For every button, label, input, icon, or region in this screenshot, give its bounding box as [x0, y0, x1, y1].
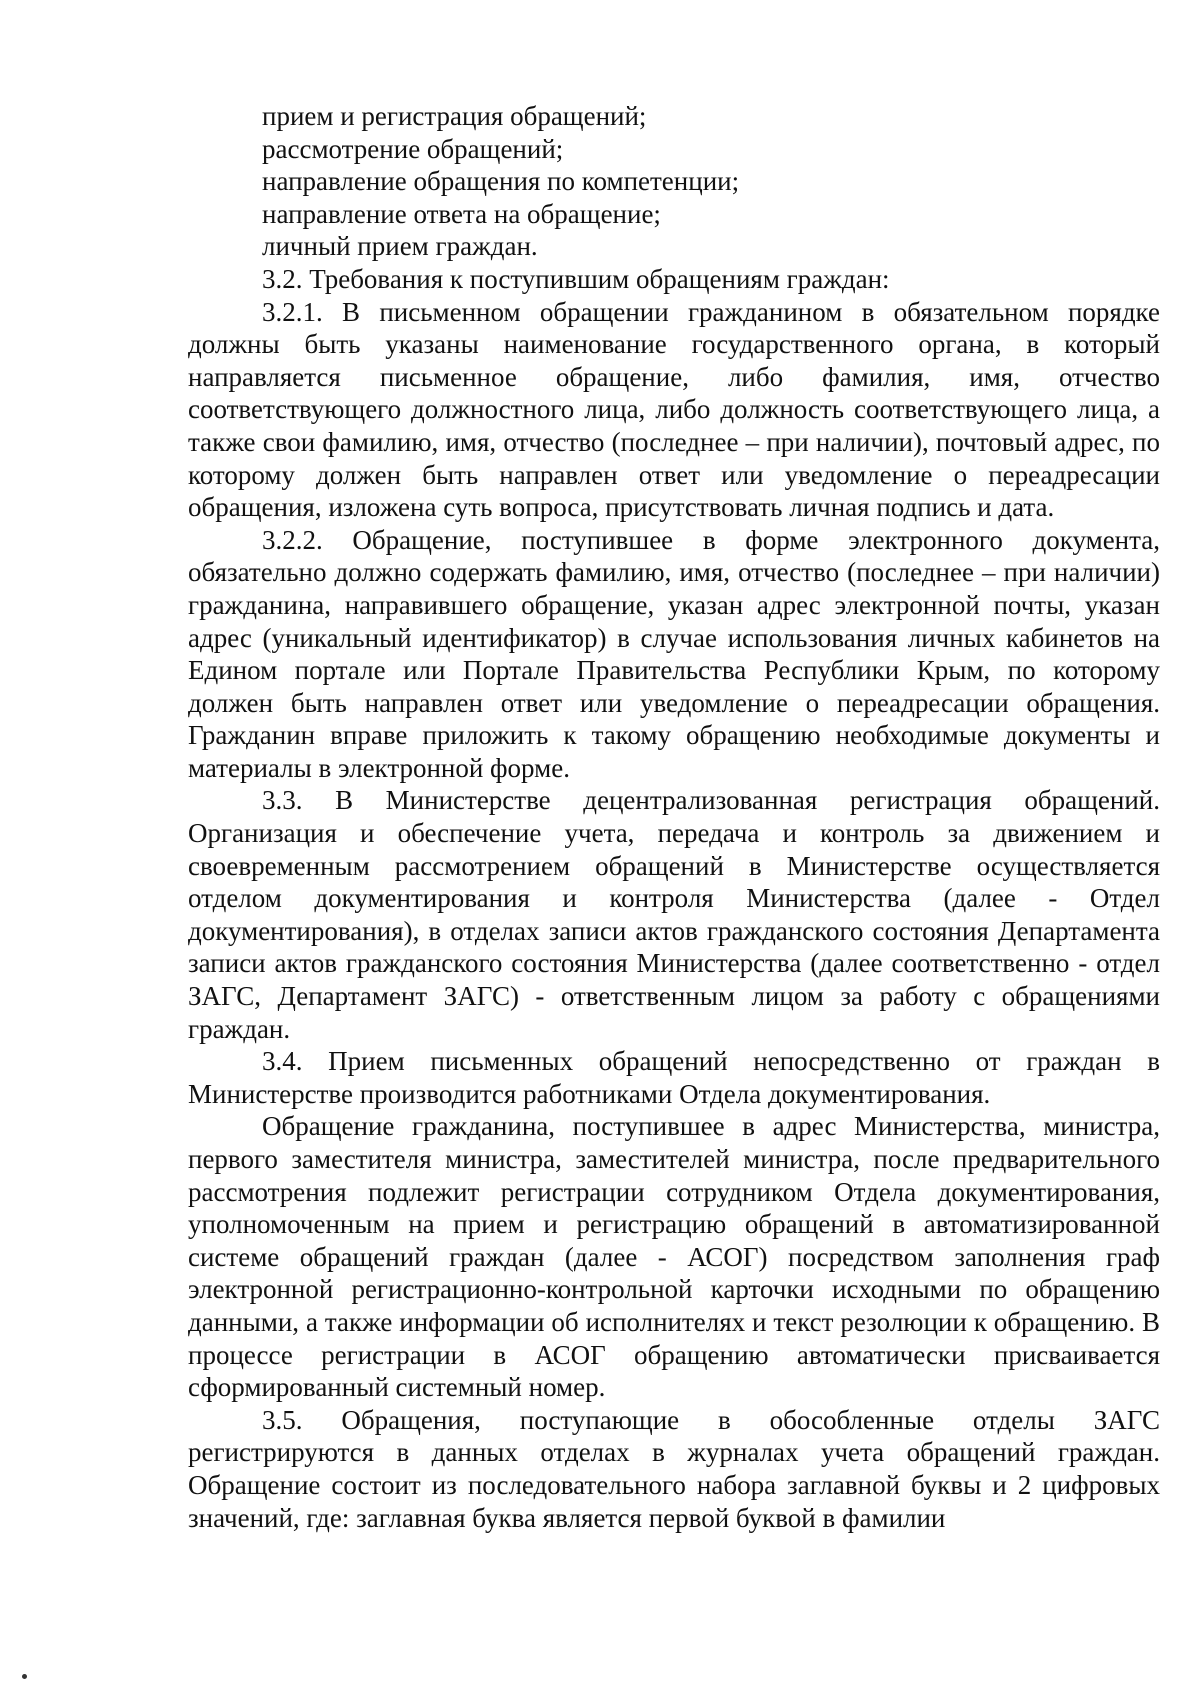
list-item: направление ответа на обращение;: [262, 198, 661, 229]
paragraph-3-2: 3.2. Требования к поступившим обращениям граждан:: [262, 263, 890, 294]
list-item: направление обращения по компетенции;: [262, 166, 740, 197]
paragraph-3-5: 3.5. Обращения, поступающие в обособленные отделы ЗАГС регистрируются в данных отделах в журналах учета обращений граждан. Обращение состоит из последовательного набора заглавной буквы и 2 цифровых значений, где: заглавная буква является первой буквой в фамилии: [188, 1404, 1160, 1533]
list-item: прием и регистрация обращений;: [262, 101, 647, 131]
list-item: личный прием граждан.: [262, 231, 538, 262]
scan-artifact: [22, 1674, 27, 1679]
list-item: рассмотрение обращений;: [262, 133, 564, 164]
paragraph-3-4: 3.4. Прием письменных обращений непосредственно от граждан в Министерстве производится работниками Отдела документирования.: [188, 1046, 1160, 1109]
paragraph-registration: Обращение гражданина, поступившее в адрес Министерства, министра, первого заместителя министра, заместителей министра, после предварительного рассмотрения подлежит регистрации сотрудником Отдела документирования, уполномоченным на прием и регистрацию обращений в автоматизированной системе обращений граждан (далее - АСОГ) посредством заполнения граф электронной регистрационно-контрольной карточки исходными по обращению данными, а также информации об исполнителях и текст резолюции к обращению. В процессе регистрации в АСОГ обращению автоматически присваивается сформированный системный номер.: [188, 1111, 1160, 1403]
paragraph-3-2-1: 3.2.1. В письменном обращении гражданином в обязательном порядке должны быть указаны наименование государственного органа, в который направляется письменное обращение, либо фамилия, имя, отчество соответствующего должностного лица, либо должность соответствующего лица, а также свои фамилию, имя, отчество (последнее – при наличии), почтовый адрес, по которому должен быть направлен ответ или уведомление о переадресации обращения, изложена суть вопроса, присутствовать личная подпись и дата.: [188, 296, 1160, 523]
document-body: [188, 100, 1160, 1534]
paragraph-3-3: 3.3. В Министерстве децентрализованная регистрация обращений. Организация и обеспечение учета, передача и контроль за движением и своевременным рассмотрением обращений в Министерстве осуществляется отделом документирования и контроля Министерства (далее - Отдел документирования), в отделах записи актов гражданского состояния Департамента записи актов гражданского состояния Министерства (далее соответственно - отдел ЗАГС, Департамент ЗАГС) - ответственным лицом за работу с обращениями граждан.: [188, 785, 1160, 1044]
paragraph-3-2-2: 3.2.2. Обращение, поступившее в форме электронного документа, обязательно должно содержать фамилию, имя, отчество (последнее – при наличии) гражданина, направившего обращение, указан адрес электронной почты, указан адрес (уникальный идентификатор) в случае использования личных кабинетов на Едином портале или Портале Правительства Республики Крым, по которому должен быть направлен ответ или уведомление о переадресации обращения. Гражданин вправе приложить к такому обращению необходимые документы и материалы в электронной форме.: [188, 524, 1160, 783]
